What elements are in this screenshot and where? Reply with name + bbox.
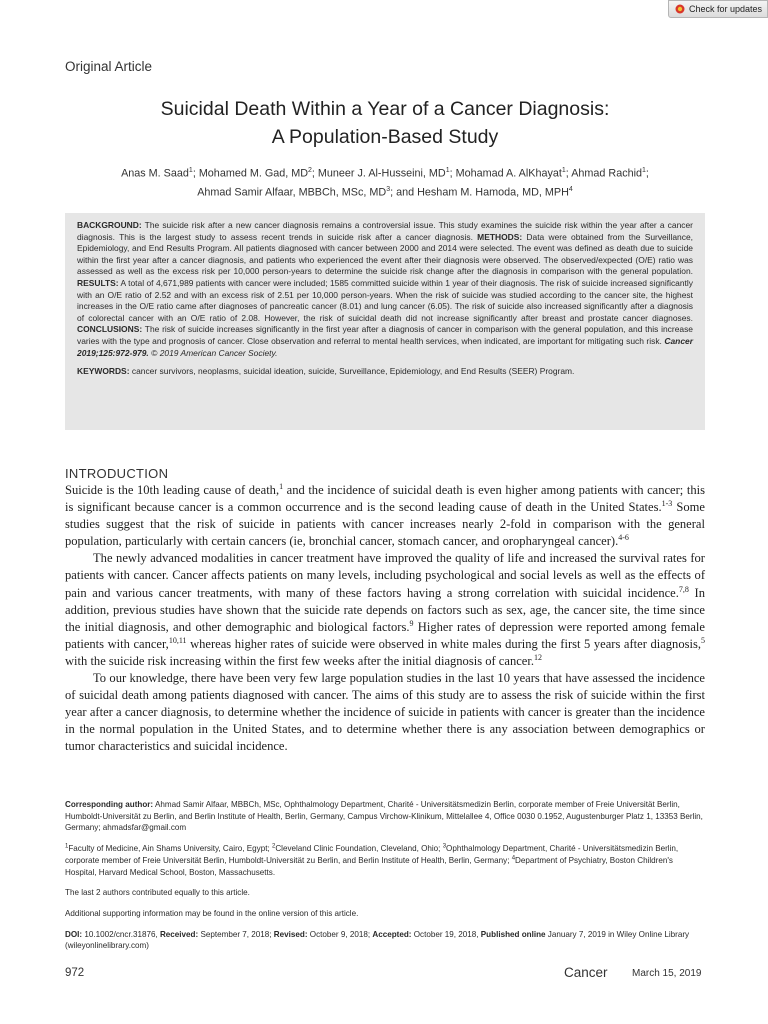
conclusions-label: CONCLUSIONS: <box>77 324 143 335</box>
abstract-text <box>77 220 693 359</box>
journal-name: Cancer <box>564 965 608 980</box>
title-line-2: A Population-Based Study <box>271 126 499 148</box>
revised-label: Revised: <box>273 929 308 939</box>
corresponding-author <box>65 799 705 834</box>
affiliation-text: Ophthalmology Department, Charité - Universitätsmedizin Berlin, corporate member of Freie Universität Berlin, Humboldt-Universität zu Berlin, and Berlin Institute of Health, Berlin, Germany; <box>65 844 679 865</box>
affiliation-number: 2 <box>271 843 276 850</box>
reference[interactable]: 12 <box>533 652 542 662</box>
methods-text: Data were obtained from the Surveillance, Epidemiology, and End Results Program. All patients diagnosed with cancer between 2000 and 2014 were selected. The event was defined as death due to suicide within the first year after a cancer diagnosis, and patients who experienced the event after their diagnosis were observed. The observed/expected (O/E) ratio was assessed as well as the excess risk per 10,000 person-years to determine the suicide risk change after the diagnosis in comparison with the general population. <box>77 231 693 277</box>
affiliation-number: 1 <box>65 843 69 850</box>
section-heading-introduction: INTRODUCTION <box>65 466 169 481</box>
received-date: September 7, 2018; <box>200 929 272 939</box>
update-badge-icon <box>675 4 685 14</box>
author-affiliation: 1 <box>561 167 566 174</box>
text-run: Suicide is the 10th leading cause of death, <box>65 483 280 497</box>
affiliations <box>65 843 705 878</box>
text-run: Some studies suggest that the risk of suicide in patients with cancer increases nearly 2-fold in comparison with the general population, particularly with certain cancers (ie, bronchial cancer, stomach cancer, and oropharyngeal cancer). <box>65 500 705 549</box>
results-label: RESULTS: <box>77 277 119 288</box>
copyright: © 2019 American Cancer Society. <box>151 347 278 358</box>
accepted-date: October 19, 2018, <box>413 929 479 939</box>
affiliation-number: 4 <box>511 855 516 862</box>
conclusions-text: The risk of suicide increases significantly in the first year after a diagnosis of cancer in comparison with the general population, and this increase varies with the type and prognosis of cancer. Close observation and referral to mental health services, when indicated, are important for mitigating such risk. <box>77 324 693 346</box>
author-affiliation: 1 <box>642 167 646 174</box>
title-line-1: Suicidal Death Within a Year of a Cancer Diagnosis: <box>160 98 610 120</box>
corresponding-text: Ahmad Samir Alfaar, MBBCh, MSc, Ophthalmology Department, Charité - Universitätsmedizin Berlin, corporate member of Freie Universität Berlin, Humboldt-Universität zu Berlin, and Berlin Institute of Health, Berlin, Germany, Campus Virchow-Klinikum, Mittelallee 4, Office 0030 0.1952, Augustenburger Platz 1, 13353 Berlin, Germany; ahmadsfar@gmail.com <box>65 800 703 833</box>
author-affiliation: 2 <box>308 167 312 174</box>
published-date: January 7, 2019 in Wiley Online Library (wileyonlinelibrary.com) <box>65 929 690 951</box>
author-list <box>65 163 705 200</box>
revised-date: October 9, 2018; <box>309 929 371 939</box>
article-title <box>65 95 705 151</box>
reference[interactable]: 7,8 <box>678 584 689 594</box>
accepted-label: Accepted: <box>372 929 412 939</box>
paragraph: To our knowledge, there have been very few large population studies in the last 10 years that have assessed the incidence of suicidal death among patients diagnosed with cancer. The aims of this study are to assess the risk of suicide within the first year after a cancer diagnosis, to determine whether the incidence of suicide in patients with cancer is greater than the incidence in the normal population in the United States, and to determine whether there is any association between demographics or tumor characteristics and suicidal incidence. <box>65 671 705 754</box>
reference[interactable]: 1 <box>279 481 284 491</box>
doi-value[interactable]: 10.1002/cncr.31876, <box>84 929 158 939</box>
received-label: Received: <box>159 929 199 939</box>
affiliation-text: Cleveland Clinic Foundation, Cleveland, Ohio; <box>275 844 443 854</box>
results-text: A total of 4,671,989 patients with cancer were included; 1585 committed suicide within 1 year of their diagnosis. The risk of suicide increased significantly with an O/E ratio of 2.52 and with an excess risk of 2.51 per 10,000 person-years. When the risk of suicide was studied according to the cancer site, the highest increases in the O/E ratio came after diagnoses of pancreatic cancer (8.01) and lung cancer (6.05). The risk of suicide also increased significantly after a diagnosis of colorectal cancer with an O/E ratio of 2.08. However, the risk of suicidal death did not increase significantly after breast and prostate cancer diagnoses. <box>77 277 693 323</box>
author-name: Anas M. Saad <box>121 167 189 180</box>
check-for-updates-button[interactable] <box>668 0 768 18</box>
affiliation-text: Faculty of Medicine, Ain Shams University, Cairo, Egypt; <box>68 844 272 854</box>
published-label: Published online <box>480 929 546 939</box>
keywords <box>77 366 693 378</box>
affiliation-text: Department of Psychiatry, Boston Children's Hospital, Harvard Medical School, Boston, Massachusetts. <box>65 855 673 877</box>
affiliation-number: 3 <box>442 843 447 850</box>
check-for-updates-label: Check for updates <box>689 4 763 14</box>
author-line-1: Anas M. Saad$^1$; Mohamed M. Gad, $MD^2$; Muneer J. Al-Husseini, $MD^1$; Mohamad A. AlKhayat$^1$; Ahmad Rachid$^1$; <box>121 167 649 180</box>
author-affiliation: 4 <box>568 185 573 193</box>
author-line-2: Ahmad Samir Alfaar, MBBCh, MSc, $MD^3$; and Hesham M. Hamoda, MD, MPH$^4$ <box>197 185 573 199</box>
reference[interactable]: 1-3 <box>661 498 673 508</box>
text-run: whereas higher rates of suicide were observed in white males during the first 5 years after diagnosis, <box>186 636 701 651</box>
author-name: Mohamad A. AlKhayat <box>455 167 562 180</box>
text-run: In addition, previous studies have shown that the suicide rate depends on factors such as sex, age, the cancer site, the time since the initial diagnosis, and other demographic and biological factors. <box>65 585 705 634</box>
author-name: Muneer J. Al-Husseini, MD <box>317 167 446 180</box>
supporting-info-note: Additional supporting information may be found in the online version of this article. <box>65 908 359 918</box>
text-run: and the incidence of suicidal death is even higher among patients with cancer; this is significant because cancer is a common occurrence and is the second leading cause of death in the United States. <box>65 483 705 515</box>
author-name: Mohamed M. Gad, MD <box>198 167 309 180</box>
reference[interactable]: 10,11 <box>168 635 187 645</box>
author-name: Ahmad Rachid <box>571 167 643 180</box>
keywords-text: cancer survivors, neoplasms, suicidal ideation, suicide, Surveillance, Epidemiology, and End Results (SEER) Program. <box>131 366 575 377</box>
author-name: Ahmad Samir Alfaar, MBBCh, MSc, MD <box>197 186 387 199</box>
issue-date: March 15, 2019 <box>632 968 702 979</box>
author-affiliation: 1 <box>445 167 450 174</box>
reference[interactable]: 9 <box>409 618 414 628</box>
reference[interactable]: 5 <box>701 635 705 645</box>
author-name: Hesham M. Hamoda, MD, MPH <box>417 186 569 199</box>
paragraph <box>65 482 705 550</box>
article-notes <box>65 799 705 961</box>
abstract-box <box>65 213 705 430</box>
doi-label: DOI: <box>65 929 83 939</box>
keywords-label: KEYWORDS: <box>77 366 130 377</box>
author-conjunction: and <box>396 186 415 199</box>
page-number: 972 <box>65 967 85 979</box>
publication-history <box>65 929 705 952</box>
paragraph <box>65 550 705 670</box>
corresponding-label: Corresponding author: <box>65 800 154 809</box>
text-run: with the suicide risk increasing within the first few weeks after the initial diagnosis of cancer. <box>65 653 534 668</box>
introduction-body <box>65 482 705 756</box>
background-label: BACKGROUND: <box>77 220 142 230</box>
methods-label: METHODS: <box>477 231 523 242</box>
reference[interactable]: 4-6 <box>618 533 629 543</box>
article-type: Original Article <box>65 59 153 74</box>
author-affiliation: 1 <box>188 167 193 174</box>
author-affiliation: 3 <box>386 185 391 193</box>
background-text: The suicide risk after a new cancer diagnosis remains a controversial issue. This study examines the suicide risk within the year after a cancer diagnosis. This is the largest study to assess recent trends in suicide risk after a cancer diagnosis. <box>77 220 693 242</box>
citation: Cancer 2019;125:972-979. <box>77 335 693 358</box>
text-run: Higher rates of depression were reported among female patients with cancer, <box>65 619 705 651</box>
text-run: The newly advanced modalities in cancer treatment have improved the quality of life and increased the survival rates for patients with cancer. Cancer affects patients on many levels, including psychological and social levels as well as the effects of pain and various cancer treatments, with many of these factors having a strong correlation with suicidal incidence. <box>65 551 705 600</box>
equal-contribution-note: The last 2 authors contributed equally to this article. <box>65 888 250 898</box>
